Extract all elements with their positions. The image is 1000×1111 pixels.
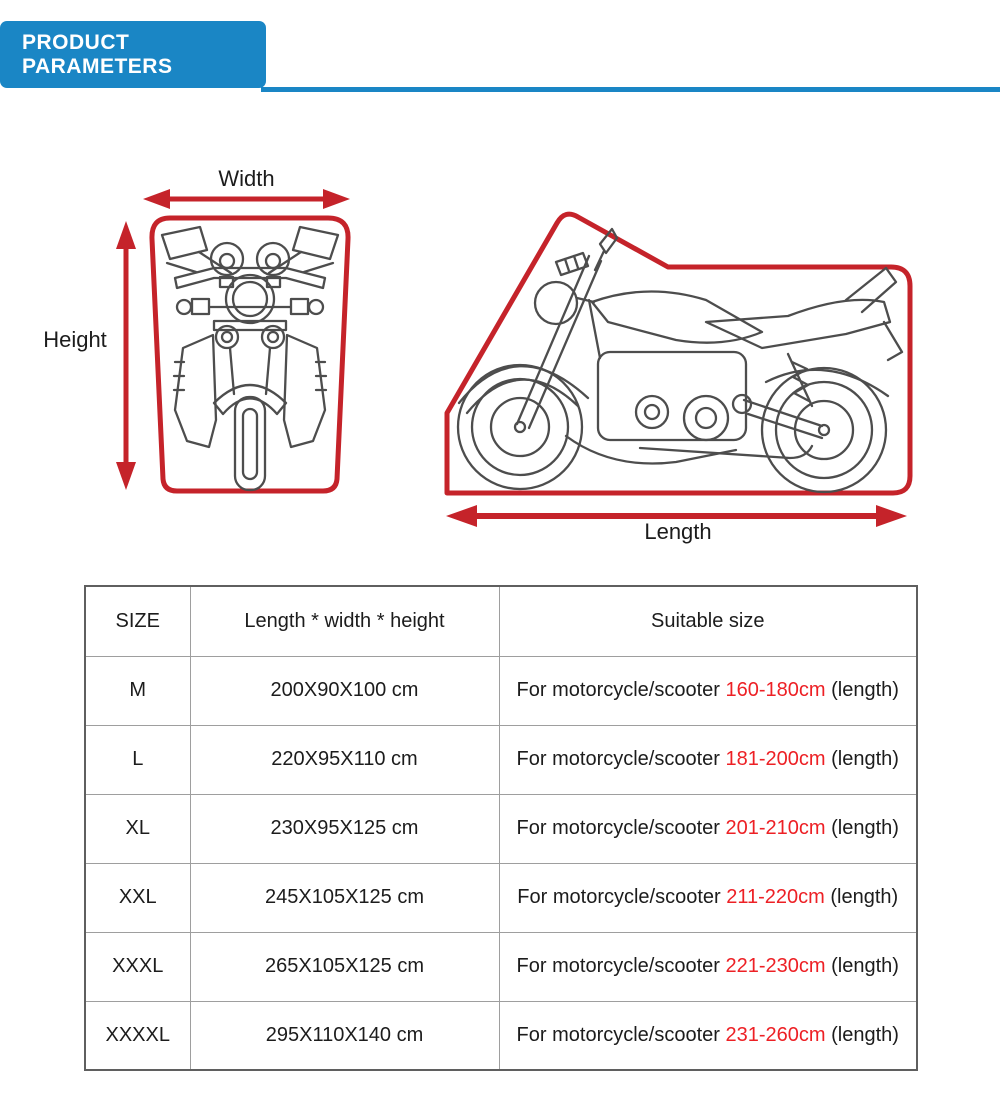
table-row bbox=[85, 794, 917, 863]
suitable-prefix: For motorcycle/scooter bbox=[516, 955, 726, 977]
dimensions-cell: 265X105X125 cm bbox=[190, 932, 499, 1001]
table-row bbox=[85, 656, 917, 725]
side-view-diagram bbox=[446, 214, 910, 527]
suitable-prefix: For motorcycle/scooter bbox=[516, 748, 726, 770]
column-header-dimensions: Length * width * height bbox=[190, 586, 499, 656]
suitable-cell bbox=[499, 725, 917, 794]
suitable-cell bbox=[499, 794, 917, 863]
suitable-cell bbox=[499, 932, 917, 1001]
suitable-prefix: For motorcycle/scooter bbox=[517, 886, 727, 908]
suitable-cell bbox=[499, 1001, 917, 1070]
table-row bbox=[85, 932, 917, 1001]
width-arrow-icon bbox=[143, 189, 350, 209]
front-cover-outline bbox=[152, 218, 348, 491]
banner-divider-line bbox=[261, 87, 1000, 92]
page-title: PRODUCT PARAMETERS bbox=[22, 30, 173, 78]
suitable-range: 211-220cm bbox=[726, 886, 825, 908]
suitable-suffix: (length) bbox=[825, 748, 899, 770]
size-table bbox=[84, 585, 918, 1071]
column-header-suitable: Suitable size bbox=[499, 586, 917, 656]
size-cell: XL bbox=[85, 794, 190, 863]
suitable-range: 231-260cm bbox=[725, 1023, 826, 1046]
dimensions-cell: 245X105X125 cm bbox=[190, 863, 499, 932]
size-cell: L bbox=[85, 725, 190, 794]
size-cell: XXL bbox=[85, 863, 190, 932]
size-cell: M bbox=[85, 656, 190, 725]
dimensions-cell: 220X95X110 cm bbox=[190, 725, 499, 794]
side-motorcycle-drawing bbox=[458, 229, 902, 492]
front-view-diagram bbox=[116, 189, 350, 491]
section-banner bbox=[0, 21, 266, 88]
suitable-range: 201-210cm bbox=[725, 817, 826, 839]
table-row bbox=[85, 863, 917, 932]
front-motorcycle-drawing bbox=[162, 227, 338, 490]
dimensions-cell: 200X90X100 cm bbox=[190, 656, 499, 725]
width-label: Width bbox=[218, 166, 275, 191]
dimensions-cell: 230X95X125 cm bbox=[190, 794, 499, 863]
size-cell: XXXXL bbox=[85, 1001, 190, 1070]
suitable-suffix: (length) bbox=[825, 955, 899, 977]
suitable-cell bbox=[499, 656, 917, 725]
column-header-size: SIZE bbox=[85, 586, 190, 656]
suitable-prefix: For motorcycle/scooter bbox=[516, 817, 726, 839]
table-row bbox=[85, 1001, 917, 1070]
suitable-prefix: For motorcycle/scooter bbox=[516, 679, 726, 701]
suitable-suffix: (length) bbox=[825, 1023, 899, 1046]
size-cell: XXXL bbox=[85, 932, 190, 1001]
suitable-suffix: (length) bbox=[824, 886, 899, 908]
suitable-suffix: (length) bbox=[825, 679, 899, 701]
dimensions-cell: 295X110X140 cm bbox=[190, 1001, 499, 1070]
suitable-suffix: (length) bbox=[825, 817, 899, 839]
side-cover-outline bbox=[447, 214, 910, 493]
table-row bbox=[85, 725, 917, 794]
height-label: Height bbox=[43, 327, 107, 352]
height-arrow-icon bbox=[116, 221, 136, 490]
suitable-range: 181-200cm bbox=[725, 748, 826, 770]
suitable-range: 160-180cm bbox=[725, 679, 826, 701]
suitable-cell bbox=[499, 863, 917, 932]
length-label: Length bbox=[644, 519, 712, 544]
suitable-range: 221-230cm bbox=[725, 955, 826, 977]
suitable-prefix: For motorcycle/scooter bbox=[516, 1023, 726, 1046]
table-header-row bbox=[85, 586, 917, 656]
